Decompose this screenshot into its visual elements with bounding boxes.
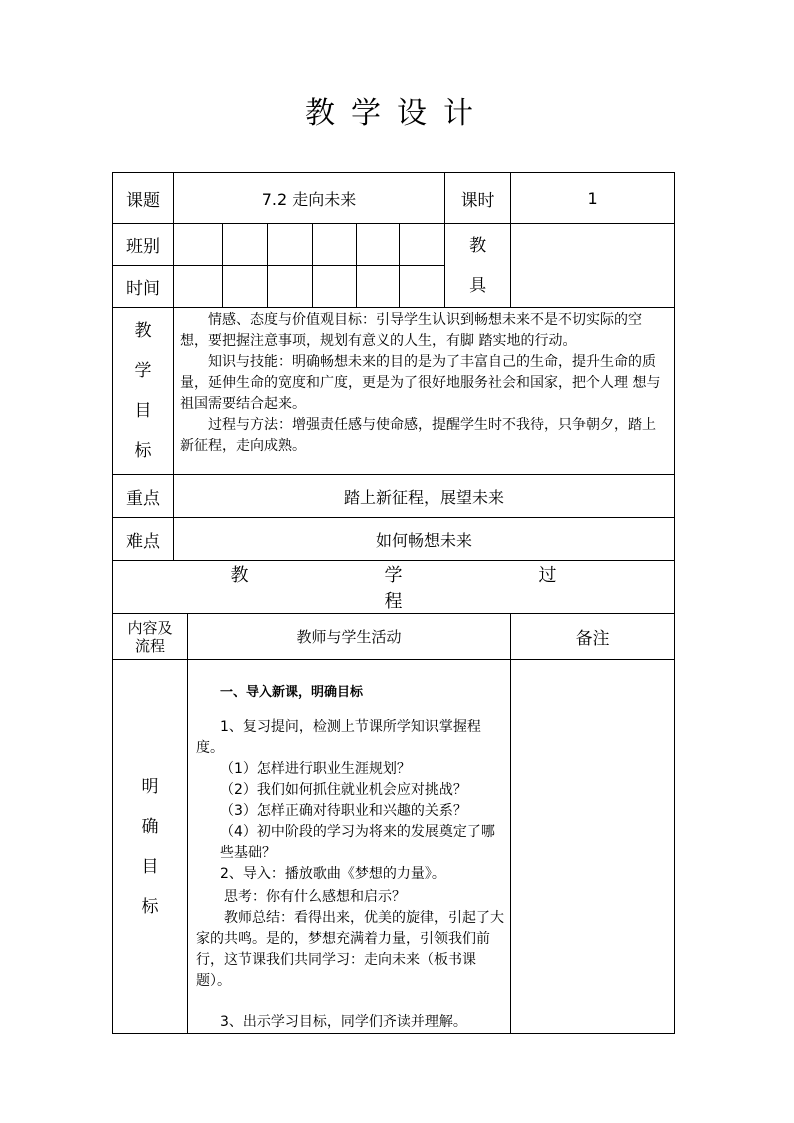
activity-heading: 一、导入新课，明确目标 — [220, 685, 364, 700]
difficulty-value: 如何畅想未来 — [174, 518, 675, 561]
goal-emotion: 情感、态度与价值观目标：引导学生认识到畅想未来不是不切实际的空想，要把握注意事项，规划有意义的人生，有脚 踏实地的行动。 — [180, 312, 642, 349]
key-point-value: 踏上新征程，展望未来 — [174, 475, 675, 518]
time-cell — [223, 266, 268, 308]
topic-label: 课题 — [113, 173, 174, 224]
notes-header: 备注 — [511, 614, 675, 660]
notes-cell — [511, 660, 675, 1034]
class-cell — [400, 224, 445, 266]
teacher-summary: 教师总结：看得出来，优美的旋律，引起了大家的共鸣。是的，梦想充满着力量，引领我们前行，这节课我们共同学习：走向未来（板书课题）。 — [196, 910, 504, 989]
step-1: 1、复习提问，检测上节课所学知识掌握程度。 — [196, 719, 481, 756]
class-cell — [174, 224, 223, 266]
process-heading-row — [113, 561, 675, 614]
think-prompt: 思考：你有什么感想和启示？ — [224, 889, 406, 905]
question-2: （2）我们如何抓住就业机会应对挑战？ — [220, 782, 467, 798]
class-label: 班别 — [113, 224, 174, 266]
question-4: （4）初中阶段的学习为将来的发展奠定了哪些基础？ — [220, 824, 495, 861]
lesson-plan-table — [112, 172, 675, 1034]
tools-value — [511, 224, 675, 308]
content-flow-header: 内容及 流程 — [113, 614, 188, 660]
step-3: 3、出示学习目标，同学们齐读并理解。 — [220, 1014, 467, 1030]
class-cell — [268, 224, 313, 266]
time-label: 时间 — [113, 266, 174, 308]
class-cell — [223, 224, 268, 266]
difficulty-label: 难点 — [113, 518, 174, 561]
activity-header: 教师与学生活动 — [188, 614, 511, 660]
goals-content — [174, 308, 675, 475]
topic-value: 7.2 走向未来 — [174, 173, 445, 224]
question-3: （3）怎样正确对待职业和兴趣的关系？ — [220, 803, 467, 819]
time-cell — [268, 266, 313, 308]
time-cell — [400, 266, 445, 308]
process-heading: 教 学 过程 — [113, 561, 675, 614]
key-point-label: 重点 — [113, 475, 174, 518]
tools-label: 教 具 — [445, 224, 511, 308]
difficulty-row — [113, 518, 675, 561]
activity-content — [188, 660, 511, 1034]
class-row — [113, 224, 675, 266]
key-point-row — [113, 475, 675, 518]
step-2: 2、导入：播放歌曲《梦想的力量》。 — [220, 866, 446, 882]
goal-process: 过程与方法：增强责任感与使命感，提醒学生时不我待，只争朝夕，踏上新征程，走向成熟。 — [180, 417, 656, 454]
activity-row — [113, 660, 675, 1034]
class-cell — [313, 224, 357, 266]
period-value: 1 — [511, 173, 675, 224]
question-1: （1）怎样进行职业生涯规划？ — [220, 761, 411, 777]
document-title: 教学设计 — [305, 96, 489, 131]
class-cell — [357, 224, 400, 266]
time-cell — [357, 266, 400, 308]
goals-label: 教 学 目 标 — [113, 308, 174, 475]
goal-knowledge: 知识与技能：明确畅想未来的目的是为了丰富自己的生命，提升生命的质量，延伸生命的宽度和广度，更是为了很好地服务社会和国家，把个人理 想与祖国需要结合起来。 — [180, 354, 661, 412]
goals-row — [113, 308, 675, 475]
section-label: 明 确 目 标 — [113, 660, 188, 1034]
period-label: 课时 — [445, 173, 511, 224]
column-header-row — [113, 614, 675, 660]
time-cell — [174, 266, 223, 308]
time-cell — [313, 266, 357, 308]
topic-row — [113, 173, 675, 224]
